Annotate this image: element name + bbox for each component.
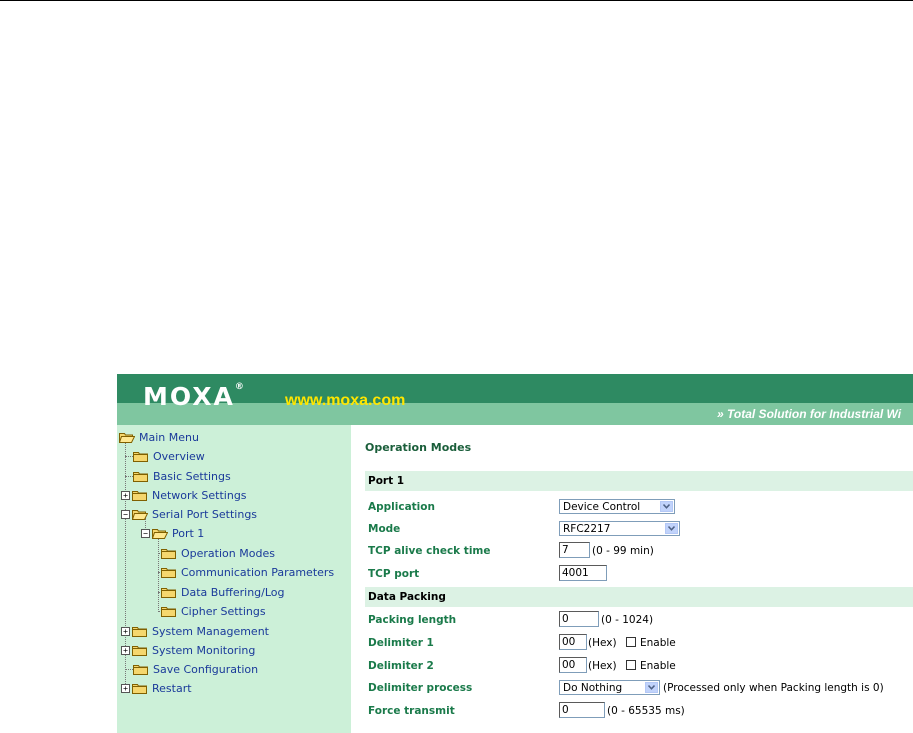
sidebar-item-save-configuration[interactable]: Save Configuration: [133, 660, 258, 679]
folder-icon: [161, 587, 177, 598]
folder-icon: [132, 626, 148, 637]
folder-icon: [132, 490, 148, 501]
tagline: » Total Solution for Industrial Wi: [717, 407, 902, 421]
folder-icon: [132, 645, 148, 656]
delimiter-process-select[interactable]: Do Nothing: [559, 680, 660, 695]
packing-length-input[interactable]: 0: [559, 611, 599, 627]
folder-icon: [132, 683, 148, 694]
delimiter-2-enable-checkbox[interactable]: [626, 660, 636, 670]
delimiter-1-hint: (Hex): [588, 637, 617, 649]
sidebar-item-restart[interactable]: + Restart: [121, 679, 192, 698]
packing-length-label: Packing length: [368, 614, 457, 626]
section-port-1: Port 1: [365, 471, 913, 491]
sidebar-item-network-settings[interactable]: + Network Settings: [121, 486, 247, 505]
sidebar-item-cipher-settings[interactable]: Cipher Settings: [161, 602, 266, 621]
sidebar-item-data-buffering-log[interactable]: Data Buffering/Log: [161, 583, 285, 602]
chevron-down-icon: [660, 501, 673, 512]
collapse-icon[interactable]: −: [141, 529, 150, 538]
sidebar-menu: [117, 425, 353, 733]
sidebar-item-main-menu[interactable]: Main Menu: [119, 428, 199, 447]
sidebar-item-basic-settings[interactable]: Basic Settings: [133, 467, 231, 486]
expand-icon[interactable]: +: [121, 491, 130, 500]
tcp-port-input[interactable]: 4001: [559, 565, 607, 581]
folder-icon: [133, 664, 149, 675]
folder-icon: [161, 548, 177, 559]
delimiter-1-enable-checkbox[interactable]: [626, 637, 636, 647]
tcp-alive-check-time-label: TCP alive check time: [368, 545, 491, 557]
sidebar-item-system-management[interactable]: + System Management: [121, 622, 269, 641]
folder-icon: [133, 471, 149, 482]
sidebar-item-communication-parameters[interactable]: Communication Parameters: [161, 563, 334, 582]
delimiter-2-input[interactable]: 00: [559, 657, 587, 673]
page-top-rule: [0, 0, 913, 1]
delimiter-1-enable-label: Enable: [640, 637, 676, 649]
folder-icon: [161, 606, 177, 617]
delimiter-process-hint: (Processed only when Packing length is 0): [663, 682, 884, 694]
folder-icon: [161, 567, 177, 578]
folder-open-icon: [152, 528, 168, 539]
chevron-down-icon: [665, 523, 678, 534]
folder-open-icon: [132, 509, 148, 520]
sidebar-item-operation-modes[interactable]: Operation Modes: [161, 544, 275, 563]
moxa-url[interactable]: www.moxa.com: [285, 392, 406, 409]
tree-line: [125, 456, 133, 457]
sidebar-item-serial-port-settings[interactable]: − Serial Port Settings: [121, 505, 257, 524]
tcp-alive-check-time-input[interactable]: 7: [559, 542, 590, 558]
force-transmit-hint: (0 - 65535 ms): [607, 705, 685, 717]
main-content: [353, 425, 913, 733]
force-transmit-input[interactable]: 0: [559, 702, 605, 718]
folder-open-icon: [119, 432, 135, 443]
packing-length-hint: (0 - 1024): [601, 614, 654, 626]
application-select[interactable]: Device Control: [559, 499, 675, 514]
delimiter-process-label: Delimiter process: [368, 682, 473, 694]
expand-icon[interactable]: +: [121, 684, 130, 693]
expand-icon[interactable]: +: [121, 627, 130, 636]
tree-line: [158, 537, 159, 612]
expand-icon[interactable]: +: [121, 646, 130, 655]
sidebar-item-overview[interactable]: Overview: [133, 447, 205, 466]
sidebar-item-system-monitoring[interactable]: + System Monitoring: [121, 641, 255, 660]
mode-label: Mode: [368, 523, 401, 535]
app-window: [117, 374, 913, 733]
chevron-down-icon: [645, 682, 658, 693]
sidebar-item-port-1[interactable]: − Port 1: [141, 524, 204, 543]
delimiter-1-label: Delimiter 1: [368, 637, 434, 649]
force-transmit-label: Force transmit: [368, 705, 455, 717]
delimiter-1-input[interactable]: 00: [559, 634, 587, 650]
delimiter-2-hint: (Hex): [588, 660, 617, 672]
tree-line: [125, 476, 133, 477]
tree-line: [125, 669, 133, 670]
section-data-packing: Data Packing: [365, 587, 913, 607]
application-label: Application: [368, 501, 435, 513]
tcp-alive-check-time-hint: (0 - 99 min): [592, 545, 654, 557]
tcp-port-label: TCP port: [368, 568, 420, 580]
collapse-icon[interactable]: −: [121, 510, 130, 519]
page-title: Operation Modes: [365, 441, 472, 454]
delimiter-2-enable-label: Enable: [640, 660, 676, 672]
mode-select[interactable]: RFC2217: [559, 521, 680, 536]
delimiter-2-label: Delimiter 2: [368, 660, 434, 672]
folder-icon: [133, 451, 149, 462]
moxa-logo: MOXA®: [143, 382, 244, 411]
